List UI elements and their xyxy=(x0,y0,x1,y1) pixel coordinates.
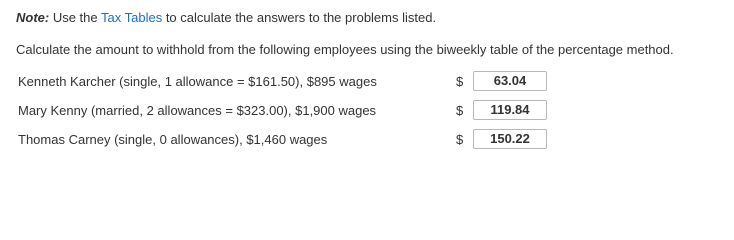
answer-input[interactable]: 119.84 xyxy=(473,100,547,120)
note-text-after: to calculate the answers to the problems listed. xyxy=(162,10,437,25)
answer-input[interactable]: 63.04 xyxy=(473,71,547,91)
instruction-text: Calculate the amount to withhold from the following employees using the biweekly table of the percentage method. xyxy=(16,42,674,57)
question-row-karcher xyxy=(18,71,558,93)
currency-symbol: $ xyxy=(456,132,464,147)
currency-symbol: $ xyxy=(456,103,464,118)
tax-tables-link[interactable]: Tax Tables xyxy=(101,10,163,25)
note-line xyxy=(16,10,436,25)
note-prefix: Note: xyxy=(16,10,50,25)
currency-symbol: $ xyxy=(456,74,464,89)
question-label: Mary Kenny (married, 2 allowances = $323.00), $1,900 wages xyxy=(18,103,377,118)
question-label: Kenneth Karcher (single, 1 allowance = $161.50), $895 wages xyxy=(18,74,377,89)
note-text-before: Use the xyxy=(49,10,102,25)
question-row-carney xyxy=(18,129,558,151)
answer-input[interactable]: 150.22 xyxy=(473,129,547,149)
question-row-kenny xyxy=(18,100,558,122)
question-label: Thomas Carney (single, 0 allowances), $1,460 wages xyxy=(18,132,328,147)
